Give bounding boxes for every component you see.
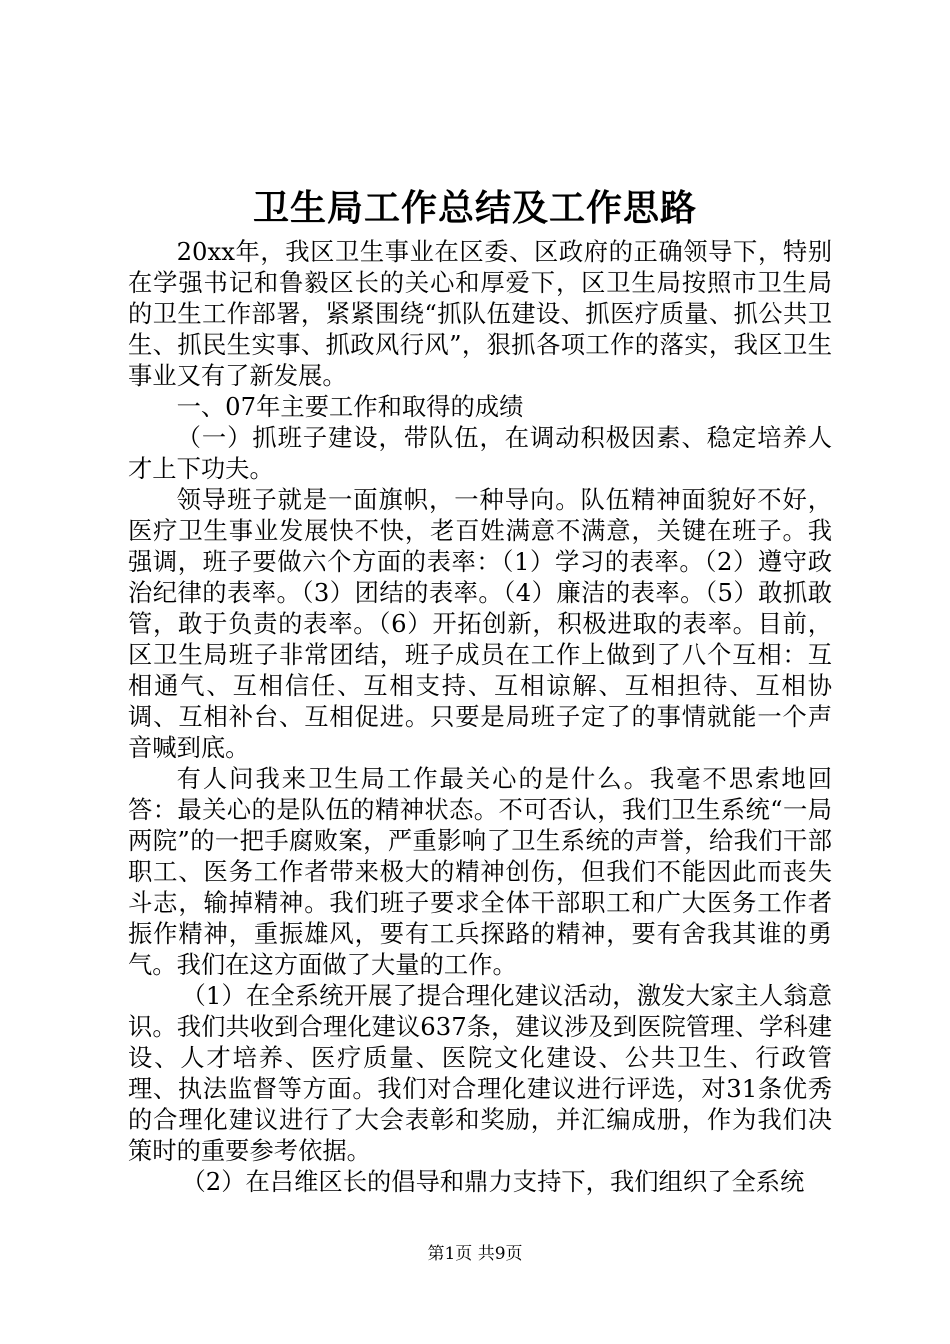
paragraph-intro: 20xx年，我区卫生事业在区委、区政府的正确领导下，特别在学强书记和鲁毅区长的关心和厚爱下，区卫生局按照市卫生局的卫生工作部署，紧紧围绕“抓队伍建设、抓医疗质量、抓公共卫生、抓民生实事、抓政风行风”，狠抓各项工作的落实，我区卫生事业又有了新发展。 [128, 237, 832, 390]
paragraph-team-spirit: 有人问我来卫生局工作最关心的是什么。我毫不思索地回答：最关心的是队伍的精神状态。不可否认，我们卫生系统“一局两院”的一把手腐败案，严重影响了卫生系统的声誉，给我们干部职工、医务工作者带来极大的精神创伤，但我们不能因此而丧失斗志，输掉精神。我们班子要求全体干部职工和广大医务工作者振作精神，重振雄风，要有工兵探路的精神，要有舍我其谁的勇气。我们在这方面做了大量的工作。 [128, 764, 832, 979]
section-heading: 一、07年主要工作和取得的成绩 [176, 392, 524, 421]
paragraph-item-2: （2）在吕维区长的倡导和鼎力支持下，我们组织了全系统 [181, 1167, 805, 1196]
subsection-heading: （一）抓班子建设，带队伍，在调动积极因素、稳定培养人才上下功夫。 [128, 423, 832, 483]
paragraph-leadership: 领导班子就是一面旗帜，一种导向。队伍精神面貌好不好，医疗卫生事业发展快不快，老百姓满意不满意，关键在班子。我强调，班子要做六个方面的表率：（1）学习的表率。（2）遵守政治纪律的表率。（3）团结的表率。（4）廉洁的表率。（5）敢抓敢管，敢于负责的表率。（6）开拓创新，积极进取的表率。目前，区卫生局班子非常团结，班子成员在工作上做到了八个互相：互相通气、互相信任、互相支持、互相谅解、互相担待、互相协调、互相补台、互相促进。只要是局班子定了的事情就能一个声音喊到底。 [128, 485, 832, 762]
paragraph-item-1: （1）在全系统开展了提合理化建议活动，激发大家主人翁意识。我们共收到合理化建议637条，建议涉及到医院管理、学科建设、人才培养、医疗质量、医院文化建设、公共卫生、行政管理、执法监督等方面。我们对合理化建议进行评选，对31条优秀的合理化建议进行了大会表彰和奖励，并汇编成册，作为我们决策时的重要参考依据。 [128, 981, 832, 1165]
document-title: 卫生局工作总结及工作思路 [252, 187, 697, 229]
document-body [128, 236, 832, 1197]
page-footer: 第1页 共9页 [427, 1244, 523, 1264]
